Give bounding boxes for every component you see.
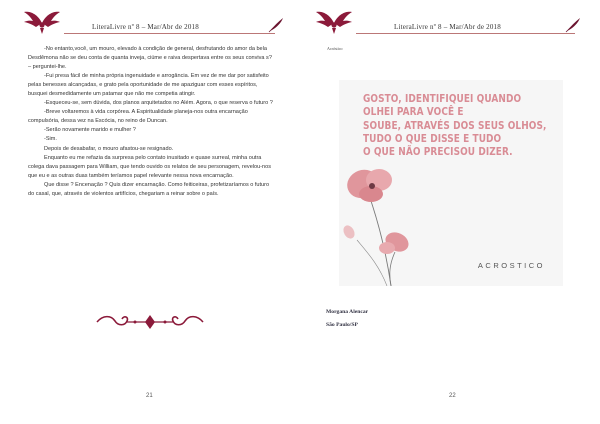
poster-line: O QUE NÃO PRECISOU DIZER. [363,146,513,159]
poster-line: OLHEI PARA VOCÊ E [363,106,464,119]
quill-icon [565,17,581,33]
paragraph: -Serão novamente marido e mulher ? [44,127,136,134]
paragraph: -Esqueceu-se, sem dúvida, dos planos arquitetados no Além. Agora, o que reserva o futuro ? [44,100,273,107]
header-rule [64,33,275,34]
winged-logo-icon [315,9,353,35]
paragraph: -Sim. [44,136,57,143]
section-label: Acróstico [327,46,343,51]
paragraph: Depois de desabafar, o mouro afastou-se resignado. [44,145,174,152]
author-city: São Paulo/SP [326,322,358,328]
page-number: 21 [146,393,153,399]
winged-logo-icon [23,9,61,35]
poster-line: TUDO O QUE DISSE E TUDO [363,132,502,145]
page-number: 22 [449,393,456,399]
header-title: LiteraLivre nº 8 – Mar/Abr de 2018 [394,23,501,31]
header-title: LiteraLivre nº 8 – Mar/Abr de 2018 [92,23,199,31]
poster-brand: ACROSTICO [477,261,545,270]
poster-line: SOUBE, ATRAVÉS DOS SEUS OLHOS, [363,119,547,132]
article-body [28,45,276,199]
paragraph: -Fui presa fácil de minha própria ingenuidade e arrogância. Em vez de me dar por satisfeito pelas benesses alcançadas, e grato pela oportunidade de me apaziguar com esses espíritos, busquei desmedidamente um patamar que não me competia atingir. [28,73,269,98]
paragraph: -No entanto,você, um mouro, elevado à condição de general, desfrutando do amor da bela Desdêmona não se deu conta de quanta inveja, ciúme e raiva despertava entre os seus conviva s? – perguntei-lhe. [28,46,272,71]
acrostic-poster [339,80,563,286]
paragraph: -Breve voltaremos à vida corpórea. A Espiritualidade planeja-nos outra encarnação compulsória, dessa vez na Escócia, no reino de Duncan. [28,109,248,125]
paragraph: Enquanto eu me refazia da surpresa pelo contato inusitado e quase surreal, minha outra colega dava passagem para William, que tendo ouvido os relatos de seu personagem, revelou-nos que eu e as outras duas também teríamos papel relevante nessa nova encarnação. [28,154,271,179]
poster-line: GOSTO, IDENTIFIQUEI QUANDO [363,93,522,105]
ornament-icon [95,311,205,333]
author-name: Morgana Alencar [326,309,369,315]
quill-icon [268,17,284,33]
paragraph: Que disse ? Encenação ? Quis dizer encarnação. Como feiticeiras, profetizaríamos o futuro do casal, que, através de violentos artifícios, chegariam a reinar sobre o país. [28,181,270,197]
poppy-icon [339,80,563,286]
header-rule [356,33,575,34]
